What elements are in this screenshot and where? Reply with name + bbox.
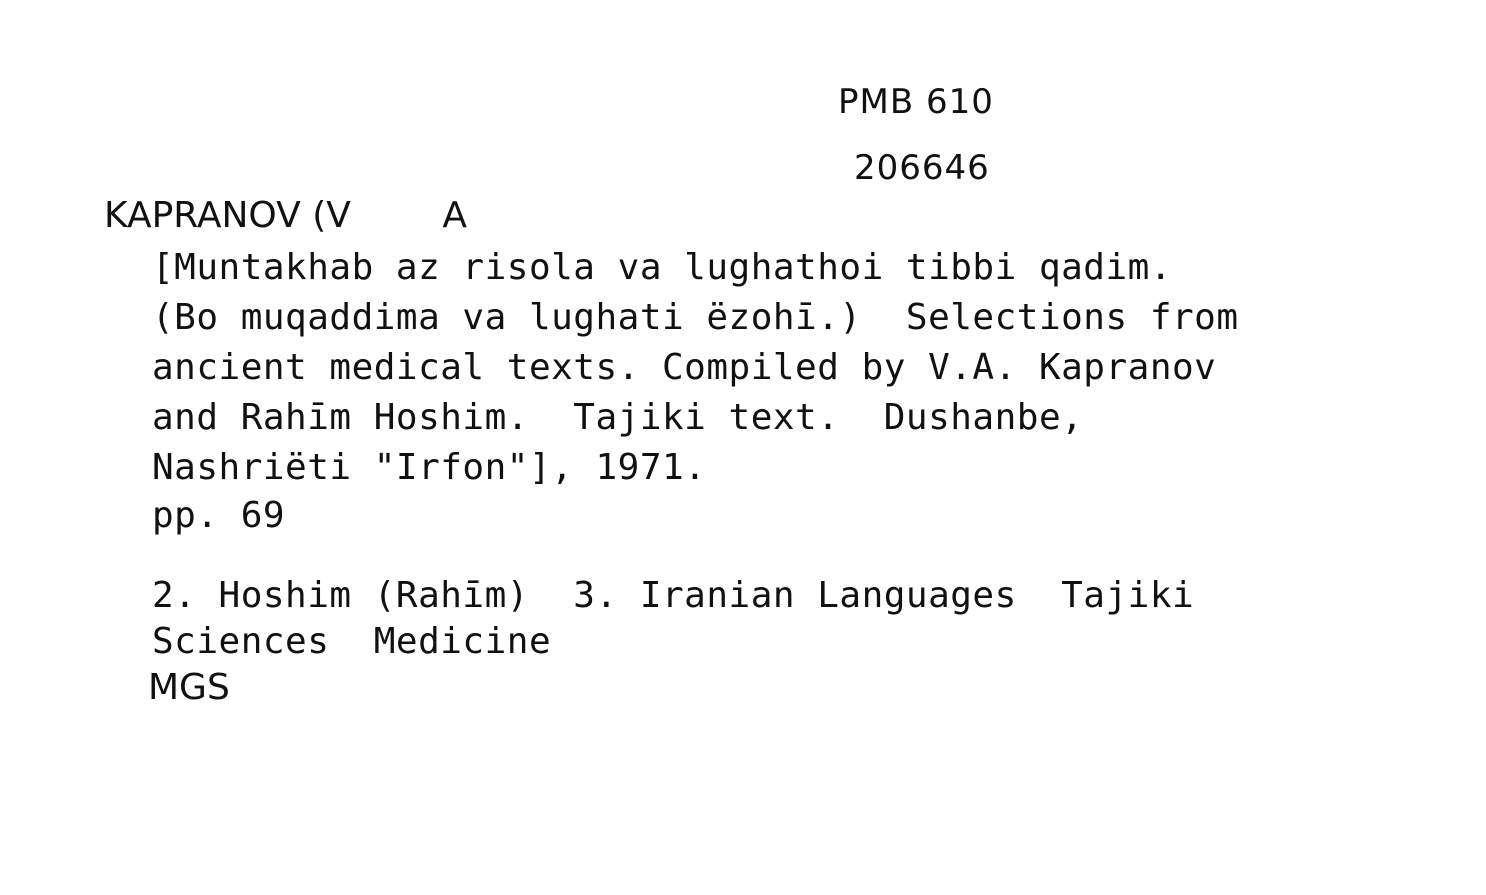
description-line: (Bo muqaddima va lughati ëzohī.) Selections from bbox=[152, 297, 1239, 338]
cataloger-initials: MGS bbox=[148, 667, 230, 708]
call-number: PMB 610 bbox=[838, 82, 994, 122]
description-line: [Muntakhab az risola va lughathoi tibbi qadim. bbox=[152, 247, 1172, 288]
tracing-line: Sciences Medicine bbox=[152, 621, 552, 662]
description-line: Nashriëti "Irfon"], 1971. bbox=[152, 447, 707, 488]
author-heading: KAPRANOV (V A bbox=[104, 195, 468, 236]
tracing-line: 2. Hoshim (Rahīm) 3. Iranian Languages Tajiki bbox=[152, 575, 1195, 616]
accession-number: 206646 bbox=[854, 148, 990, 188]
description-line: ancient medical texts. Compiled by V.A. Kapranov bbox=[152, 347, 1217, 388]
description-line: and Rahīm Hoshim. Tajiki text. Dushanbe, bbox=[152, 397, 1084, 438]
pagination: pp. 69 bbox=[152, 495, 286, 536]
